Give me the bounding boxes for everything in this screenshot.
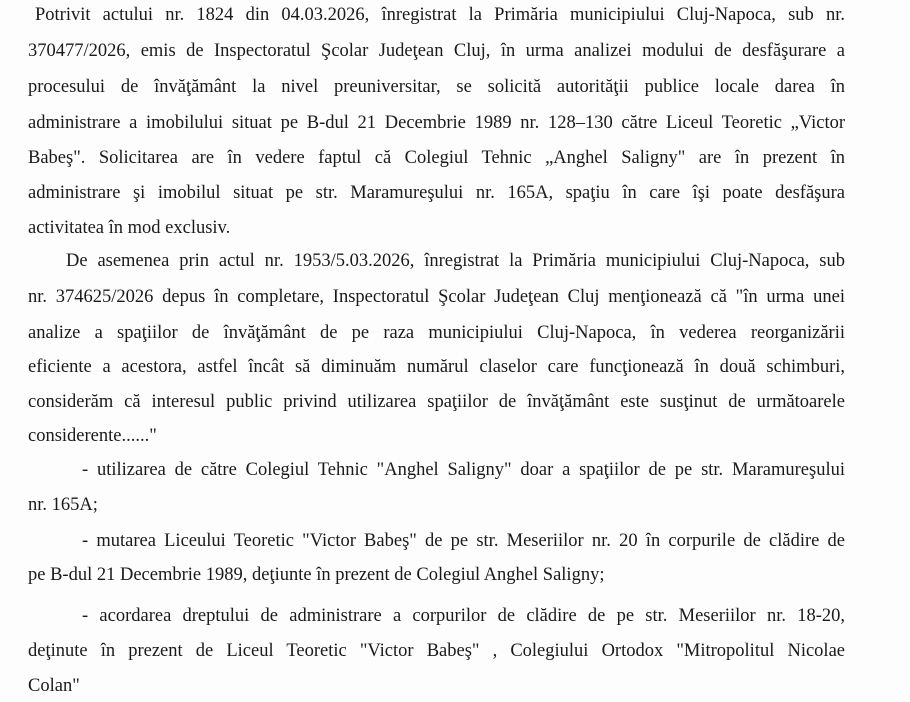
text-line: eficiente a acestora, astfel încât să diminuăm numărul claselor care funcţionează în două schimburi, xyxy=(28,357,845,377)
text-line: activitatea în mod exclusiv. xyxy=(28,218,231,238)
text-line: analize a spaţiilor de învăţământ de pe raza municipiului Cluj-Napoca, în vederea reorganizării xyxy=(28,323,845,343)
text-line: 370477/2026, emis de Inspectoratul Şcolar Judeţean Cluj, în urma analizei modului de desfăşurare a xyxy=(28,41,845,61)
text-line: - utilizarea de către Colegiul Tehnic "Anghel Saligny" doar a spaţiilor de pe str. Maramureşului xyxy=(82,460,845,480)
text-line: nr. 374625/2026 depus în completare, Inspectoratul Şcolar Judeţean Cluj menţionează că "în urma unei xyxy=(28,287,845,307)
text-line: Colan" xyxy=(28,676,80,696)
text-line: considerente......" xyxy=(28,426,157,446)
text-line: administrare şi imobilul situat pe str. Maramureşului nr. 165A, spaţiu în care îşi poate desfăşura xyxy=(28,183,845,203)
text-line: Potrivit actului nr. 1824 din 04.03.2026, înregistrat la Primăria municipiului Cluj-Napoca, sub nr. xyxy=(35,5,845,25)
text-line: - mutarea Liceului Teoretic "Victor Babeş" de pe str. Meseriilor nr. 20 în corpurile de clădire de xyxy=(82,531,845,551)
text-line: procesului de învăţământ la nivel preuniversitar, se solicită autorităţii publice locale darea în xyxy=(28,77,845,97)
text-line: Babeş". Solicitarea are în vedere faptul că Colegiul Tehnic „Anghel Saligny" are în prezent în xyxy=(28,148,845,168)
text-line: deţinute în prezent de Liceul Teoretic "Victor Babeş" , Colegiului Ortodox "Mitropolitul Nicolae xyxy=(28,641,845,661)
text-line: pe B-dul 21 Decembrie 1989, deţiunte în prezent de Colegiul Anghel Saligny; xyxy=(28,565,605,585)
text-line: - acordarea dreptului de administrare a corpurilor de clădire de pe str. Meseriilor nr. 18-20, xyxy=(82,606,845,626)
text-line: administrare a imobilului situat pe B-dul 21 Decembrie 1989 nr. 128–130 către Liceul Teoretic „Victor xyxy=(28,113,845,133)
text-line: nr. 165A; xyxy=(28,495,98,515)
text-line: De asemenea prin actul nr. 1953/5.03.2026, înregistrat la Primăria municipiului Cluj-Napoca, sub xyxy=(66,251,845,271)
text-line: considerăm că interesul public privind utilizarea spaţiilor de învăţământ este susţinut de următoarele xyxy=(28,392,845,412)
